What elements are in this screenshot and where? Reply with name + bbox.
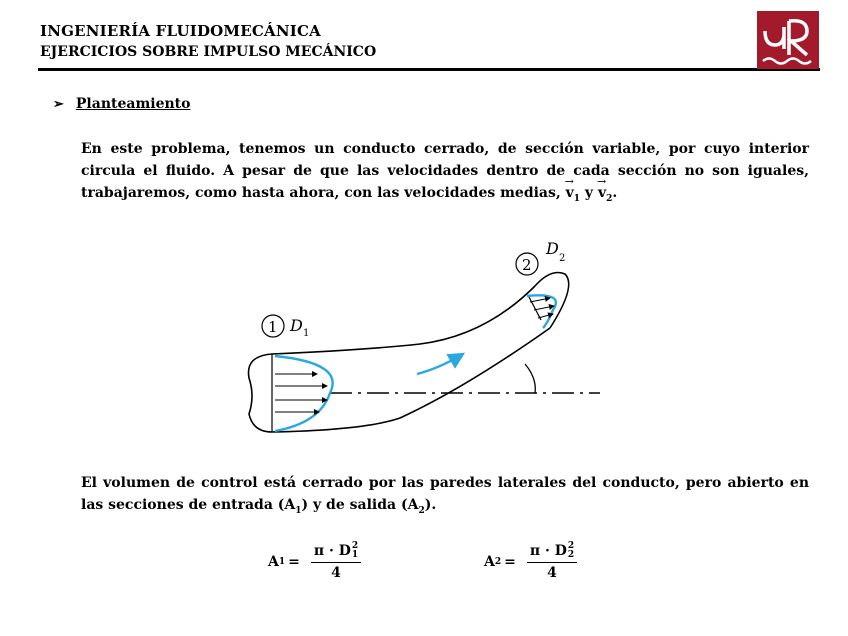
flow-direction-arrow xyxy=(417,354,463,374)
section-2-label: 2 xyxy=(522,256,532,274)
velocity-v2: → $v_2$ xyxy=(598,182,612,210)
pipe-diagram xyxy=(235,228,605,438)
d1-label: D xyxy=(290,316,303,335)
inlet-velocity-profile xyxy=(275,356,333,431)
d2-label: D xyxy=(546,239,559,258)
formula-area-2: A 2 = π · D 2 2 4 xyxy=(484,542,577,581)
paragraph-intro: En este problema, tenemos un conducto cerrado, de sección variable, por cuyo interior circula el fluido. A pesar de que las velocidades dentro de cada sección no son iguales, trabajaremos, como hasta ahora, con las velocidades medias, → $v_1$ $y \to v_2$. xyxy=(81,138,809,210)
bullet-arrow-icon: ➢ xyxy=(53,96,64,112)
university-logo xyxy=(757,11,819,69)
fraction: π · D 2 1 4 xyxy=(311,542,361,581)
header-subtitle: EJERCICIOS SOBRE IMPULSO MECÁNICO xyxy=(40,44,377,60)
formula-area-1: A 1 = π · D 2 1 4 xyxy=(268,542,361,581)
paragraph-control-volume: El volumen de control está cerrado por las paredes laterales del conducto, pero abierto en las secciones de entrada $(A_1)$ y de salida $(A_2)$. xyxy=(81,475,809,516)
pipe-upper-wall xyxy=(272,286,535,354)
angle-arc xyxy=(525,364,535,393)
d1-subscript: 1 xyxy=(303,328,310,339)
inlet-end xyxy=(248,354,272,432)
section-heading xyxy=(53,96,190,112)
section-1-label: 1 xyxy=(268,318,278,336)
header-title: INGENIERÍA FLUIDOMECÁNICA xyxy=(40,22,321,40)
fraction: π · D 2 2 4 xyxy=(527,542,577,581)
header-rule xyxy=(38,68,820,71)
d2-subscript: 2 xyxy=(559,253,566,264)
velocity-v1: → $v_1$ xyxy=(566,182,580,210)
paragraph-intro-text: En este problema, tenemos un conducto cerrado, de sección variable, por cuyo interior circula el fluido. A pesar de que las velocidades dentro de cada sección no son iguales, trabajaremos, como hasta ahora, con las velocidades medias, xyxy=(81,141,809,201)
section-heading-text: Planteamiento xyxy=(75,96,191,112)
